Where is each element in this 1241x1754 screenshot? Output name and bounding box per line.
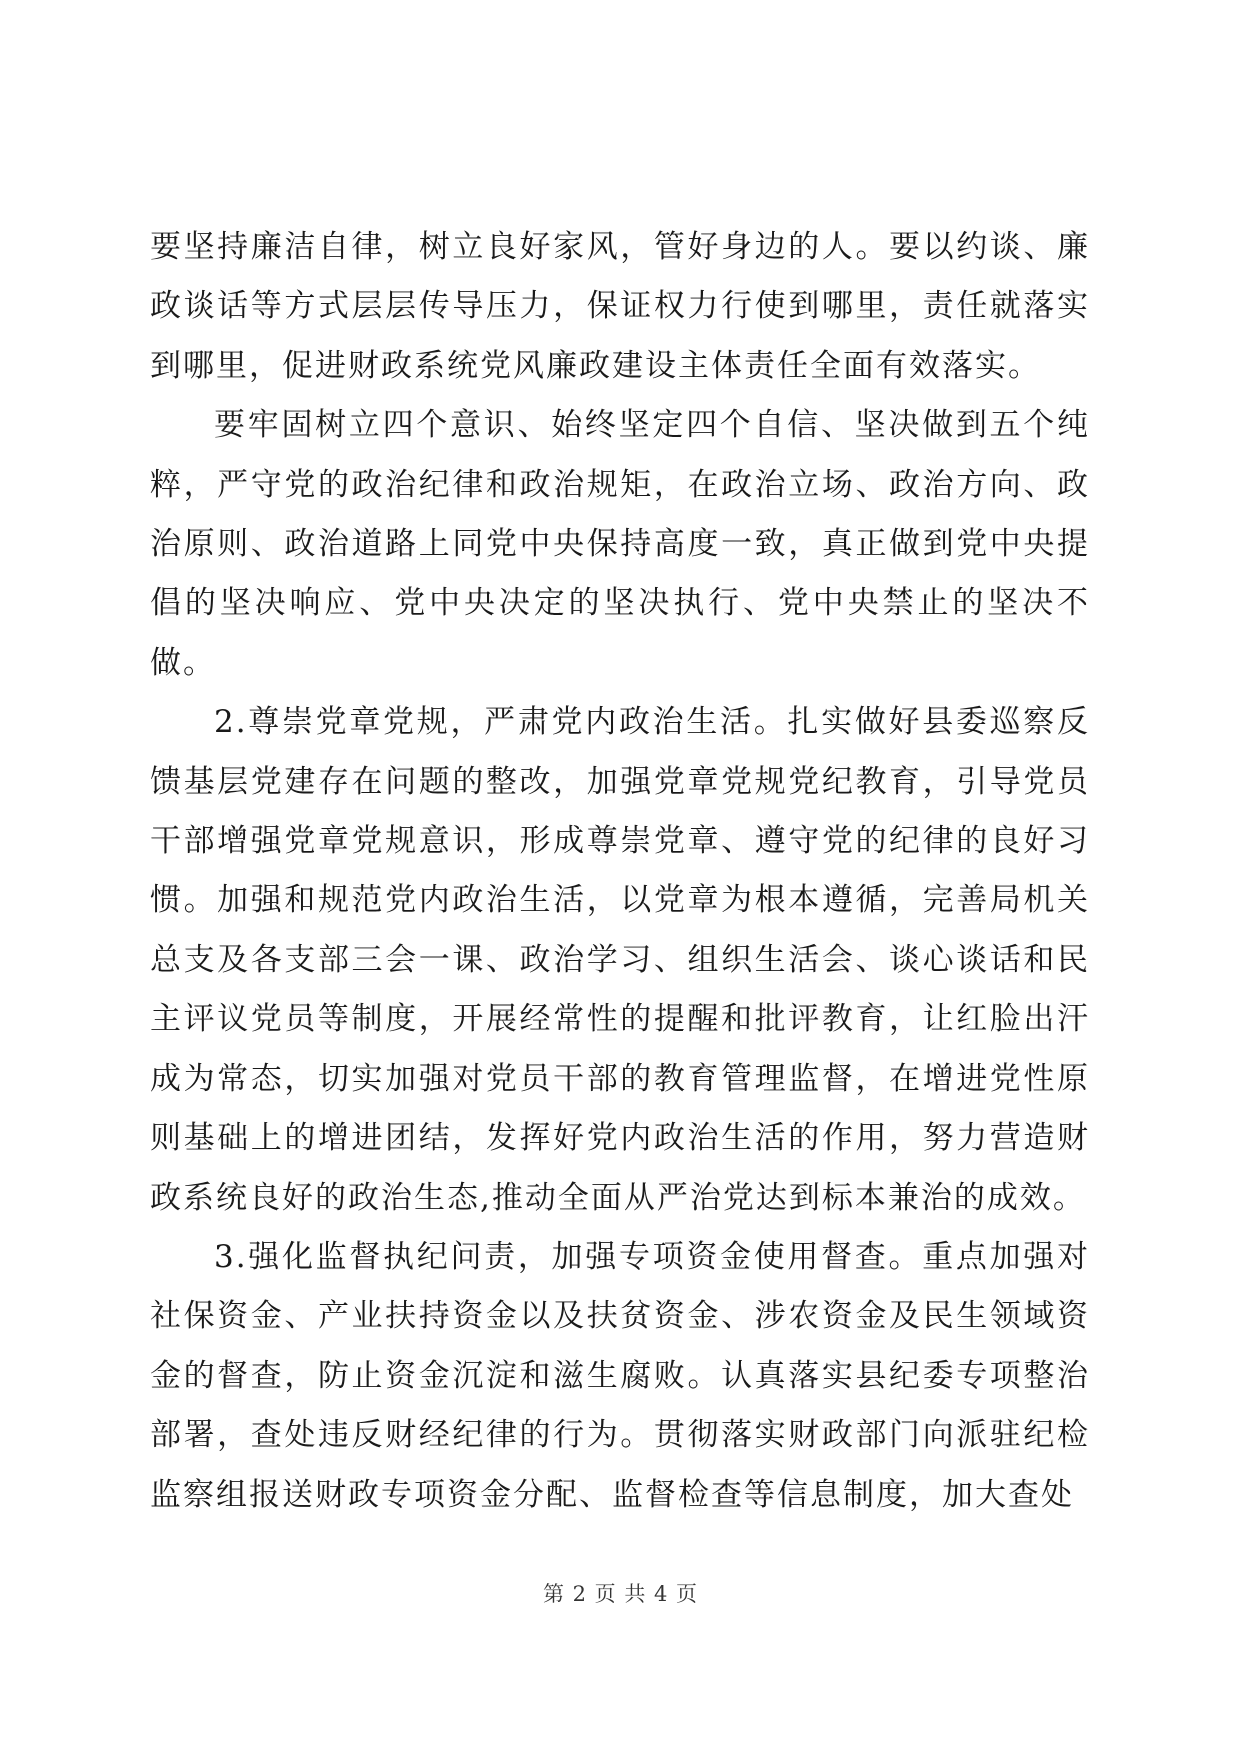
document-body — [150, 218, 1090, 1525]
paragraph-3: 2.尊崇党章党规，严肃党内政治生活。扎实做好县委巡察反馈基层党建存在问题的整改，加强党章党规党纪教育，引导党员干部增强党章党规意识，形成尊崇党章、遵守党的纪律的良好习惯。加强和规范党内政治生活，以党章为根本遵循，完善局机关总支及各支部三会一课、政治学习、组织生活会、谈心谈话和民主评议党员等制度，开展经常性的提醒和批评教育，让红脸出汗成为常态，切实加强对党员干部的教育管理监督，在增进党性原则基础上的增进团结，发挥好党内政治生活的作用，努力营造财政系统良好的政治生态,推动全面从严治党达到标本兼治的成效。 — [150, 704, 1090, 1216]
paragraph-1: 要坚持廉洁自律，树立良好家风，管好身边的人。要以约谈、廉政谈话等方式层层传导压力，保证权力行使到哪里，责任就落实到哪里，促进财政系统党风廉政建设主体责任全面有效落实。 — [150, 229, 1090, 384]
page-number-footer: 第 2 页 共 4 页 — [542, 1582, 699, 1606]
paragraph-2: 要牢固树立四个意识、始终坚定四个自信、坚决做到五个纯粹，严守党的政治纪律和政治规矩，在政治立场、政治方向、政治原则、政治道路上同党中央保持高度一致，真正做到党中央提倡的坚决响应、党中央决定的坚决执行、党中央禁止的坚决不做。 — [150, 407, 1090, 681]
paragraph-4: 3.强化监督执纪问责，加强专项资金使用督查。重点加强对社保资金、产业扶持资金以及扶贫资金、涉农资金及民生领域资金的督查，防止资金沉淀和滋生腐败。认真落实县纪委专项整治部署，查处违反财经纪律的行为。贯彻落实财政部门向派驻纪检监察组报送财政专项资金分配、监督检查等信息制度，加大查处 — [150, 1238, 1090, 1513]
